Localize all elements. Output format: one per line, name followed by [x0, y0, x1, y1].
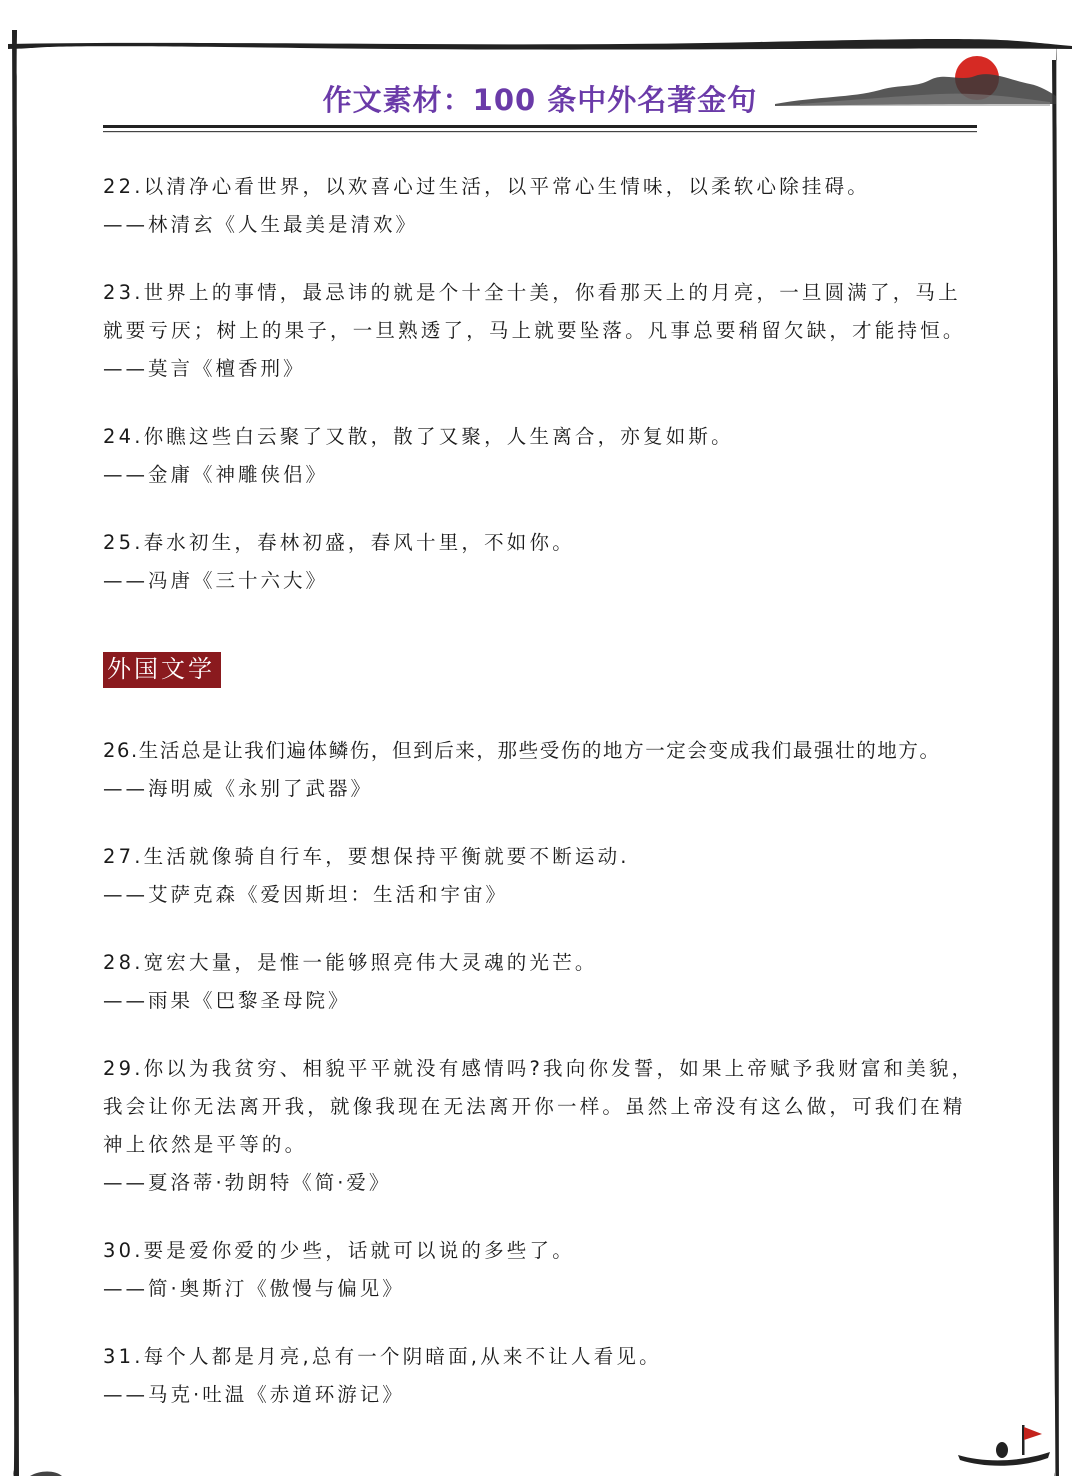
quote-entry-27 [103, 838, 983, 914]
quote-entry-23 [103, 274, 983, 388]
quote-text: 31.每个人都是月亮,总有一个阴暗面,从来不让人看见。 [103, 1345, 662, 1368]
boat-figure [996, 1442, 1008, 1458]
title-underline-thin [103, 131, 977, 132]
quote-source: ——莫言《檀香刑》 [103, 357, 306, 380]
boat-flag [1024, 1427, 1042, 1440]
title-underline-thick [103, 125, 977, 128]
quote-source: ——马克·吐温《赤道环游记》 [103, 1383, 405, 1406]
quote-source: ——海明威《永别了武器》 [103, 777, 374, 800]
section-label-foreign-literature: 外国文学 [103, 652, 221, 688]
quote-entry-25 [103, 524, 983, 600]
quote-source: ——冯唐《三十六大》 [103, 569, 329, 592]
bottom-left-corner-mark [30, 1472, 62, 1476]
quote-entry-22 [103, 168, 983, 244]
quote-entry-28 [103, 944, 983, 1020]
quote-text: 26.生活总是让我们遍体鳞伤，但到后来，那些受伤的地方一定会变成我们最强壮的地方。 [103, 739, 941, 762]
quote-source: ——艾萨克森《爱因斯坦：生活和宇宙》 [103, 883, 509, 906]
quote-entry-26 [103, 732, 983, 808]
quote-entry-24 [103, 418, 983, 494]
quote-entry-31 [103, 1338, 983, 1414]
quote-text: 28.宽宏大量，是惟一能够照亮伟大灵魂的光芒。 [103, 951, 598, 974]
quote-text: 30.要是爱你爱的少些，话就可以说的多些了。 [103, 1239, 575, 1262]
quote-entry-29 [103, 1050, 983, 1202]
quote-text: 29.你以为我贫穷、相貌平平就没有感情吗?我向你发誓，如果上帝赋予我财富和美貌，我会让你无法离开我，就像我现在无法离开你一样。虽然上帝没有这么做，可我们在精神上依然是平等的。 [103, 1057, 975, 1156]
left-brush-stroke [12, 30, 19, 1476]
quote-source: ——简·奥斯汀《傲慢与偏见》 [103, 1277, 405, 1300]
quote-text: 23.世界上的事情，最忌讳的就是个十全十美，你看那天上的月亮，一旦圆满了，马上就要亏厌；树上的果子，一旦熟透了，马上就要坠落。凡事总要稍留欠缺，才能持恒。 [103, 281, 966, 342]
quote-text: 25.春水初生，春林初盛，春风十里，不如你。 [103, 531, 575, 554]
page-title: 作文素材：100 条中外名著金句 [322, 83, 758, 117]
quotes-content [103, 168, 983, 1444]
top-brush-stroke [8, 39, 1072, 50]
quote-source: ——林清玄《人生最美是清欢》 [103, 213, 419, 236]
quote-source: ——夏洛蒂·勃朗特《简·爱》 [103, 1171, 392, 1194]
quote-text: 24.你瞧这些白云聚了又散，散了又聚，人生离合，亦复如斯。 [103, 425, 734, 448]
quote-source: ——雨果《巴黎圣母院》 [103, 989, 351, 1012]
quote-entry-30 [103, 1232, 983, 1308]
quote-text: 27.生活就像骑自行车，要想保持平衡就要不断运动. [103, 845, 630, 868]
quote-source: ——金庸《神雕侠侣》 [103, 463, 329, 486]
quote-text: 22.以清净心看世界，以欢喜心过生活，以平常心生情味，以柔软心除挂碍。 [103, 175, 871, 198]
right-brush-stroke [1052, 44, 1059, 1476]
